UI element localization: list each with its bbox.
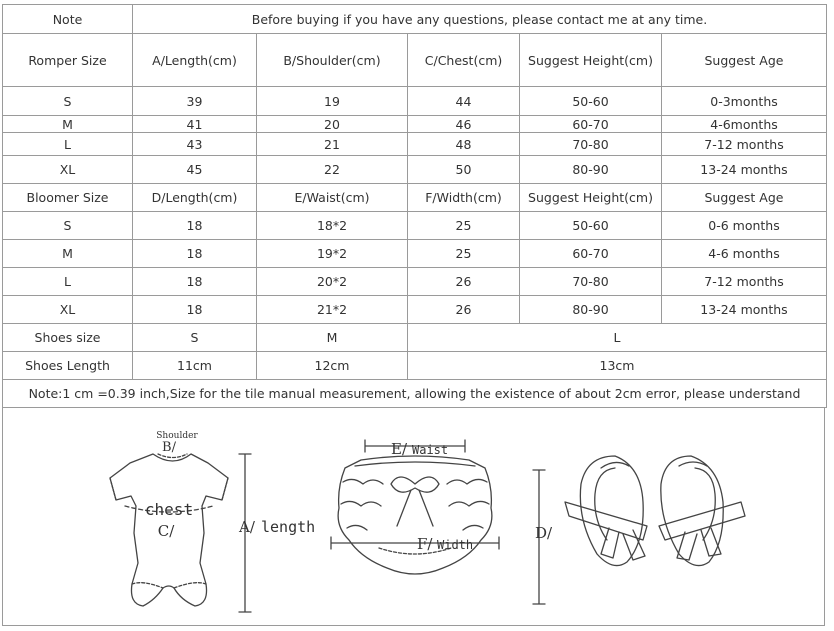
table-cell: 4-6months [662, 116, 827, 133]
table-row [3, 116, 827, 133]
note-text: Before buying if you have any questions, please contact me at any time. [133, 5, 827, 34]
table-cell: 18 [133, 296, 257, 324]
waist-label: Waist [412, 443, 449, 457]
size-chart-table [2, 4, 827, 408]
note-label: Note [3, 5, 133, 34]
d-label: D/ [535, 524, 553, 542]
measurement-diagram [3, 408, 826, 626]
table-cell: 70-80 [520, 268, 662, 296]
column-header: Suggest Age [662, 34, 827, 87]
footnote: Note:1 cm =0.39 inch,Size for the tile manual measurement, allowing the existence of about 2cm error, please understand [3, 380, 827, 408]
table-cell: 80-90 [520, 156, 662, 184]
table-cell: 7-12 months [662, 268, 827, 296]
width-dimension-line [331, 537, 499, 549]
table-cell: S [3, 87, 133, 116]
table-cell: 25 [408, 212, 520, 240]
table-cell: 48 [408, 133, 520, 156]
column-header: D/Length(cm) [133, 184, 257, 212]
table-cell: 44 [408, 87, 520, 116]
table-row [3, 87, 827, 116]
chest-label: chest [144, 500, 194, 519]
table-cell: L [3, 133, 133, 156]
f-label: F/ [417, 535, 433, 553]
b-label: B/ [162, 440, 176, 455]
table-cell: XL [3, 156, 133, 184]
table-row [3, 296, 827, 324]
measurement-illustrations [2, 408, 825, 626]
table-cell: 26 [408, 296, 520, 324]
table-row [3, 156, 827, 184]
width-label: Width [437, 538, 474, 552]
table-cell: 39 [133, 87, 257, 116]
table-cell: 41 [133, 116, 257, 133]
table-cell: M [3, 240, 133, 268]
column-header: B/Shoulder(cm) [257, 34, 408, 87]
table-cell: 46 [408, 116, 520, 133]
shoes-size-label: Shoes size [3, 324, 133, 352]
table-cell: XL [3, 296, 133, 324]
shoulder-label: Shoulder [156, 431, 198, 441]
table-cell: 80-90 [520, 296, 662, 324]
column-header: Bloomer Size [3, 184, 133, 212]
table-cell: M [257, 324, 408, 352]
table-cell: 43 [133, 133, 257, 156]
table-cell: 21 [257, 133, 408, 156]
column-header: Suggest Height(cm) [520, 184, 662, 212]
shoes-size-row [3, 324, 827, 352]
table-cell: 18 [133, 212, 257, 240]
a-label: A/ [239, 518, 255, 536]
table-cell: 20 [257, 116, 408, 133]
footnote-row [3, 380, 827, 408]
table-cell: L [408, 324, 827, 352]
length-label: length [261, 518, 316, 536]
column-header: A/Length(cm) [133, 34, 257, 87]
table-cell: 18 [133, 268, 257, 296]
table-cell: 19 [257, 87, 408, 116]
e-label: E/ [391, 440, 408, 458]
table-row [3, 268, 827, 296]
note-row [3, 5, 827, 34]
table-cell: 26 [408, 268, 520, 296]
table-cell: 70-80 [520, 133, 662, 156]
table-cell: 7-12 months [662, 133, 827, 156]
table-cell: 50 [408, 156, 520, 184]
table-cell: 18 [133, 240, 257, 268]
table-cell: S [133, 324, 257, 352]
table-cell: 22 [257, 156, 408, 184]
table-cell: 12cm [257, 352, 408, 380]
romper-header-row [3, 34, 827, 87]
table-cell: 60-70 [520, 116, 662, 133]
table-cell: 0-3months [662, 87, 827, 116]
table-cell: 0-6 months [662, 212, 827, 240]
table-row [3, 133, 827, 156]
table-cell: 13-24 months [662, 156, 827, 184]
shoes-length-label: Shoes Length [3, 352, 133, 380]
table-cell: S [3, 212, 133, 240]
table-row [3, 240, 827, 268]
column-header: Suggest Height(cm) [520, 34, 662, 87]
bloomer-icon [338, 456, 492, 574]
table-cell: 60-70 [520, 240, 662, 268]
table-cell: 13-24 months [662, 296, 827, 324]
column-header: Suggest Age [662, 184, 827, 212]
table-cell: M [3, 116, 133, 133]
column-header: Romper Size [3, 34, 133, 87]
c-label: C/ [157, 522, 175, 540]
table-cell: L [3, 268, 133, 296]
table-cell: 11cm [133, 352, 257, 380]
column-header: C/Chest(cm) [408, 34, 520, 87]
bloomer-header-row [3, 184, 827, 212]
column-header: F/Width(cm) [408, 184, 520, 212]
table-cell: 25 [408, 240, 520, 268]
table-cell: 21*2 [257, 296, 408, 324]
table-cell: 13cm [408, 352, 827, 380]
table-row [3, 212, 827, 240]
table-cell: 50-60 [520, 212, 662, 240]
table-cell: 50-60 [520, 87, 662, 116]
table-cell: 4-6 months [662, 240, 827, 268]
shoes-length-row [3, 352, 827, 380]
table-cell: 19*2 [257, 240, 408, 268]
shoes-icon [565, 456, 745, 566]
column-header: E/Waist(cm) [257, 184, 408, 212]
table-cell: 20*2 [257, 268, 408, 296]
table-cell: 45 [133, 156, 257, 184]
table-cell: 18*2 [257, 212, 408, 240]
